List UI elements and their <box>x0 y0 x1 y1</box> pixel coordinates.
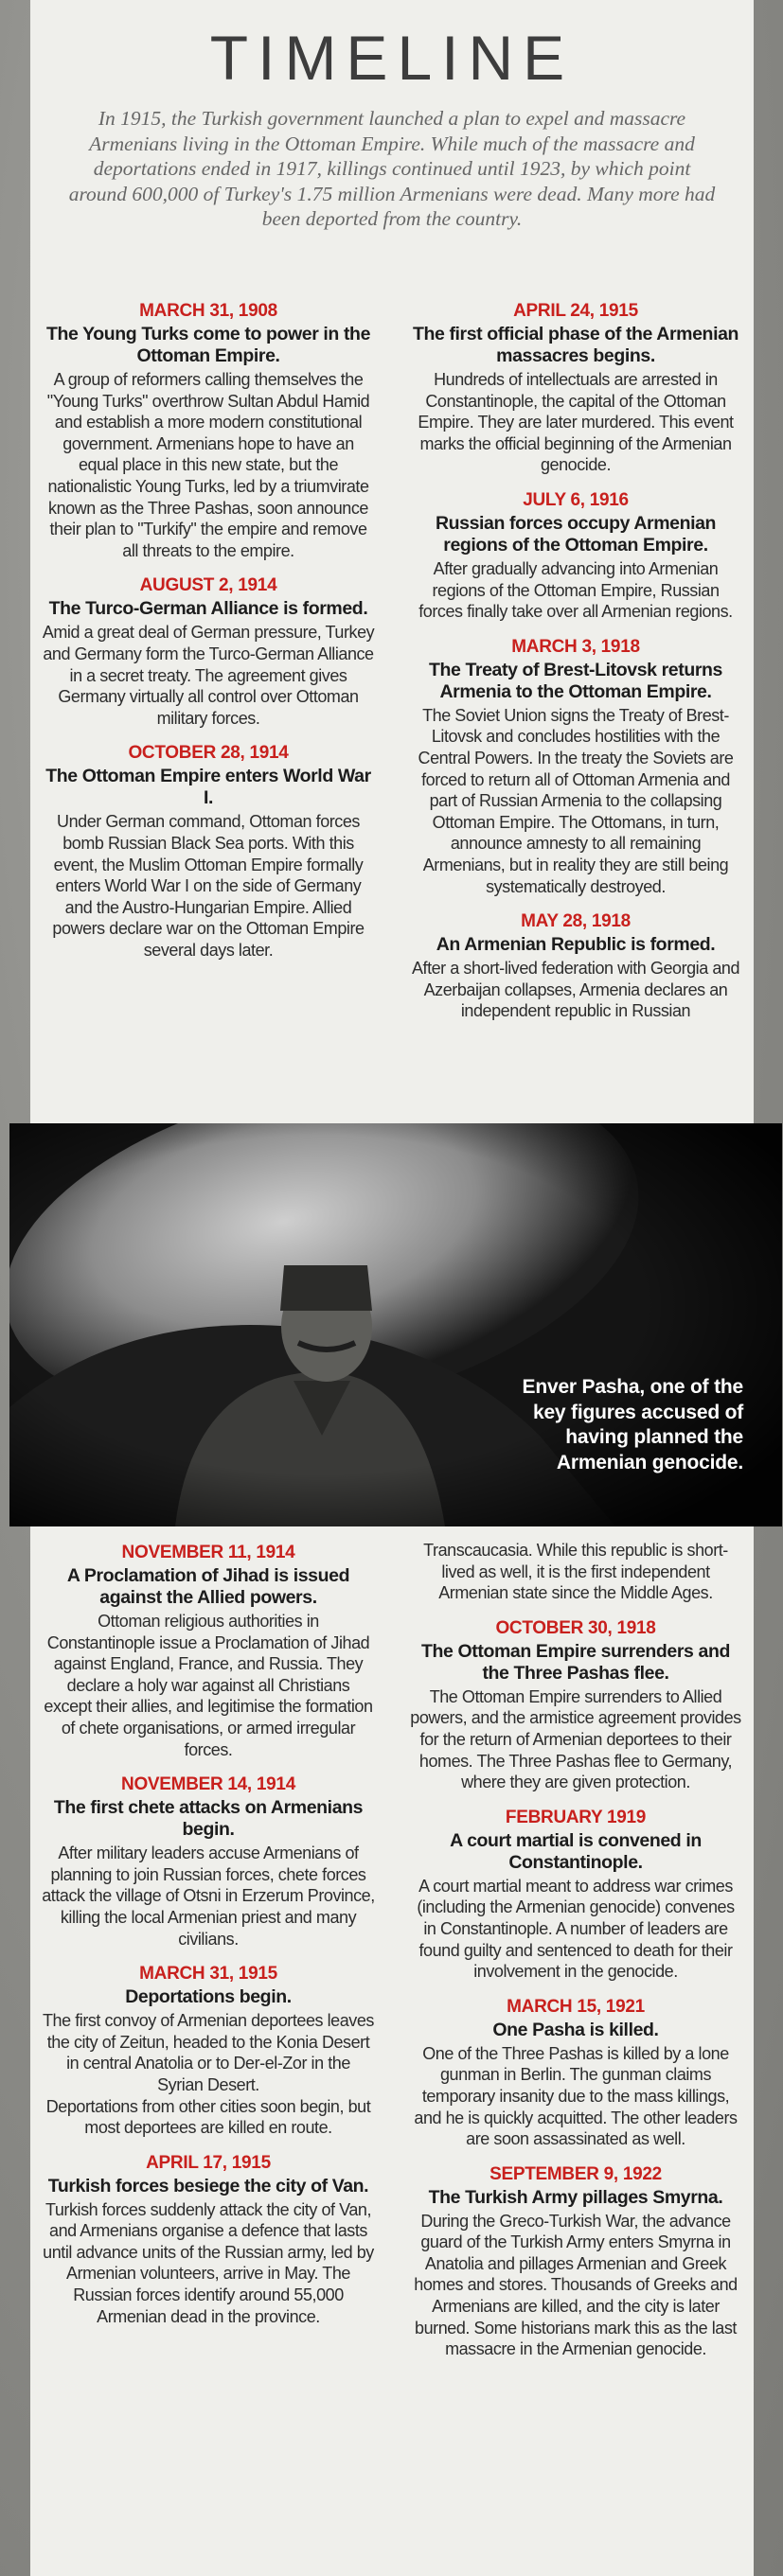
timeline-column-top-right <box>409 301 742 1036</box>
entry-body-paragraph: The first convoy of Armenian deportees leaves the city of Zeitun, headed to the Konia Desert in central Anatolia or to Der-el-Zor in the Syrian Desert. <box>43 2011 374 2094</box>
entry-heading: The Turkish Army pillages Smyrna. <box>428 2186 723 2208</box>
entry-date: SEPTEMBER 9, 1922 <box>489 2163 662 2184</box>
entry-date: NOVEMBER 11, 1914 <box>121 1543 295 1562</box>
entry-date: JULY 6, 1916 <box>523 489 629 510</box>
entry-body: Hundreds of intellectuals are arrested in Constantinople, the capital of the Ottoman Empire. They are later murdered. This event marks the official beginning of the Armenian genocide. <box>418 370 734 475</box>
entry-heading: The Treaty of Brest-Litovsk returns Armenia to the Ottoman Empire. <box>429 659 722 702</box>
timeline-column-bottom-left <box>42 1543 375 2341</box>
timeline-entry <box>42 301 375 561</box>
entry-heading: An Armenian Republic is formed. <box>436 934 716 956</box>
entry-heading: The first chete attacks on Armenians begin. <box>53 1797 364 1841</box>
photo-caption: Enver Pasha, one of the key figures accused of having planned the Armenian genocide. <box>522 1376 743 1473</box>
timeline-entry <box>42 575 375 729</box>
entry-heading: The Ottoman Empire surrenders and the Three Pashas flee. <box>421 1640 730 1684</box>
entry-heading: Russian forces occupy Armenian regions of the Ottoman Empire. <box>435 512 717 556</box>
entry-date: OCTOBER 30, 1918 <box>495 1617 656 1638</box>
timeline-entry <box>42 1543 375 1760</box>
entry-date: MARCH 31, 1908 <box>139 301 277 321</box>
timeline-entry <box>409 301 742 476</box>
timeline-entry <box>409 1997 742 2150</box>
entry-heading: A court martial is convened in Constantinople. <box>450 1829 702 1873</box>
entry-date: MARCH 31, 1915 <box>139 1964 277 1985</box>
timeline-entry <box>42 743 375 961</box>
entry-body: One of the Three Pashas is killed by a lone gunman in Berlin. The gunman claims temporary insanity due to the mass killings, and he is quickly acquitted. The other leaders are soon assassinated as well. <box>414 2043 738 2149</box>
entry-heading: Turkish forces besiege the city of Van. <box>47 2175 369 2197</box>
entry-date: APRIL 17, 1915 <box>146 2152 271 2173</box>
entry-body: The Ottoman Empire surrenders to Allied powers, and the armistice agreement provides for the return of Armenian deportees to their homes. The Three Pashas flee to Germany, where they are given protection. <box>410 1686 741 1792</box>
timeline-entry <box>409 490 742 623</box>
entry-date: OCTOBER 28, 1914 <box>128 743 289 764</box>
entry-date: MARCH 3, 1918 <box>511 636 640 657</box>
entry-body: A court martial meant to address war crimes (including the Armenian genocide) convenes in Constantinople. A number of leaders are found guilty and sentenced to death for their involvement in the genocide. <box>417 1876 735 1982</box>
timeline-entry <box>409 2164 742 2360</box>
timeline-column-bottom-right <box>409 1540 742 2374</box>
entry-date: FEBRUARY 1919 <box>505 1807 647 1827</box>
entry-body: Ottoman religious authorities in Constantinople issue a Proclamation of Jihad against England, France, and Russia. They declare a holy war against all Christians except their allies, and legitimise the formation of chete organisations, or armed irregular forces. <box>44 1612 373 1759</box>
entry-body: Turkish forces suddenly attack the city of Van, and Armenians organise a defence that lasts until advance units of the Russian army, led by Armenian volunteers, arrive in May. The Russian forces identify around 55,000 Armenian dead in the province. <box>43 2199 374 2326</box>
entry-date: AUGUST 2, 1914 <box>139 575 277 596</box>
timeline-entry <box>42 1964 375 2139</box>
timeline-entry-continued <box>409 1540 742 1604</box>
timeline-column-top-left <box>42 301 375 975</box>
entry-body: After military leaders accuse Armenians of planning to join Russian forces, chete forces attack the village of Otsni in Erzerum Province, killing the local Armenian priest and many civilians. <box>42 1844 375 1949</box>
entry-body: The Soviet Union signs the Treaty of Brest-Litovsk and concludes hostilities with the Central Powers. In the treaty the Soviets are forced to return all of Ottoman Armenia and part of Russian Armenia to the collapsing Ottoman Empire. The Ottomans, in turn, announce amnesty to all remaining Armenians, but in reality they are still being systematically destroyed. <box>418 705 734 896</box>
entry-body-continued: Transcaucasia. While this republic is short-lived as well, it is the first independent Armenian state since the Middle Ages. <box>423 1541 728 1603</box>
entry-date: MAY 28, 1918 <box>521 911 631 932</box>
entry-heading: One Pasha is killed. <box>492 2019 659 2040</box>
intro-paragraph: In 1915, the Turkish government launched a plan to expel and massacre Armenians living in the Ottoman Empire. While much of the massacre and deportations ended in 1917, killings continued until 1923, by which point around 600,000 of Turkey's 1.75 million Armenians were dead. Many more had been deported from the country. <box>68 107 716 230</box>
entry-body: A group of reformers calling themselves the "Young Turks" overthrow Sultan Abdul Hamid and establish a more modern constitutional government. Armenians hope to have an equal place in this new state, but the nationalistic Young Turks, led by a triumvirate known as the Three Pashas, soon announce their plan to "Turkify" the empire and remove all threats to the empire. <box>46 370 370 560</box>
entry-body-paragraph: Deportations from other cities soon begin, but most deportees are killed en route. <box>45 2096 371 2138</box>
entry-body: Amid a great deal of German pressure, Turkey and Germany form the Turco-German Alliance in a secret treaty. The agreement gives Germany virtually all control over Ottoman military forces. <box>42 623 375 728</box>
timeline-entry <box>409 1808 742 1983</box>
entry-heading: Deportations begin. <box>125 1986 292 2008</box>
timeline-entry <box>409 911 742 1022</box>
entry-body: Under German command, Ottoman forces bomb Russian Black Sea ports. With this event, the Muslim Ottoman Empire formally enters World War I on the side of Germany and the Austro-Hungarian Empire. Allied powers declare war on the Ottoman Empire several days later. <box>52 812 365 960</box>
entry-heading: A Proclamation of Jihad is issued against the Allied powers. <box>66 1565 350 1608</box>
entry-heading: The Turco-German Alliance is formed. <box>48 598 368 620</box>
entry-heading: The Young Turks come to power in the Ottoman Empire. <box>45 324 371 366</box>
entry-date: MARCH 15, 1921 <box>507 1996 645 2017</box>
timeline-entry <box>409 637 742 897</box>
entry-body <box>42 2010 375 2139</box>
entry-body: After a short-lived federation with Georgia and Azerbaijan collapses, Armenia declares an independent republic in Russian <box>411 959 740 1021</box>
page-title: TIMELINE <box>209 23 575 93</box>
entry-body: After gradually advancing into Armenian regions of the Ottoman Empire, Russian forces finally take over all Armenian regions. <box>418 558 733 622</box>
entry-heading: The first official phase of the Armenian massacres begins. <box>412 324 739 366</box>
entry-date: NOVEMBER 14, 1914 <box>121 1774 295 1795</box>
timeline-entry <box>42 2153 375 2328</box>
entry-body: During the Greco-Turkish War, the advance guard of the Turkish Army enters Smyrna in Anatolia and pillages Armenian and Greek homes and stores. Thousands of Greeks and Armenians are killed, and the city is later burned. Some historians mark this as the last massacre in the Armenian genocide. <box>414 2211 738 2359</box>
timeline-entry <box>409 1618 742 1793</box>
enver-pasha-photo <box>9 1123 782 1526</box>
entry-date: APRIL 24, 1915 <box>513 301 638 321</box>
entry-heading: The Ottoman Empire enters World War I. <box>45 766 371 809</box>
timeline-entry <box>42 1774 375 1950</box>
